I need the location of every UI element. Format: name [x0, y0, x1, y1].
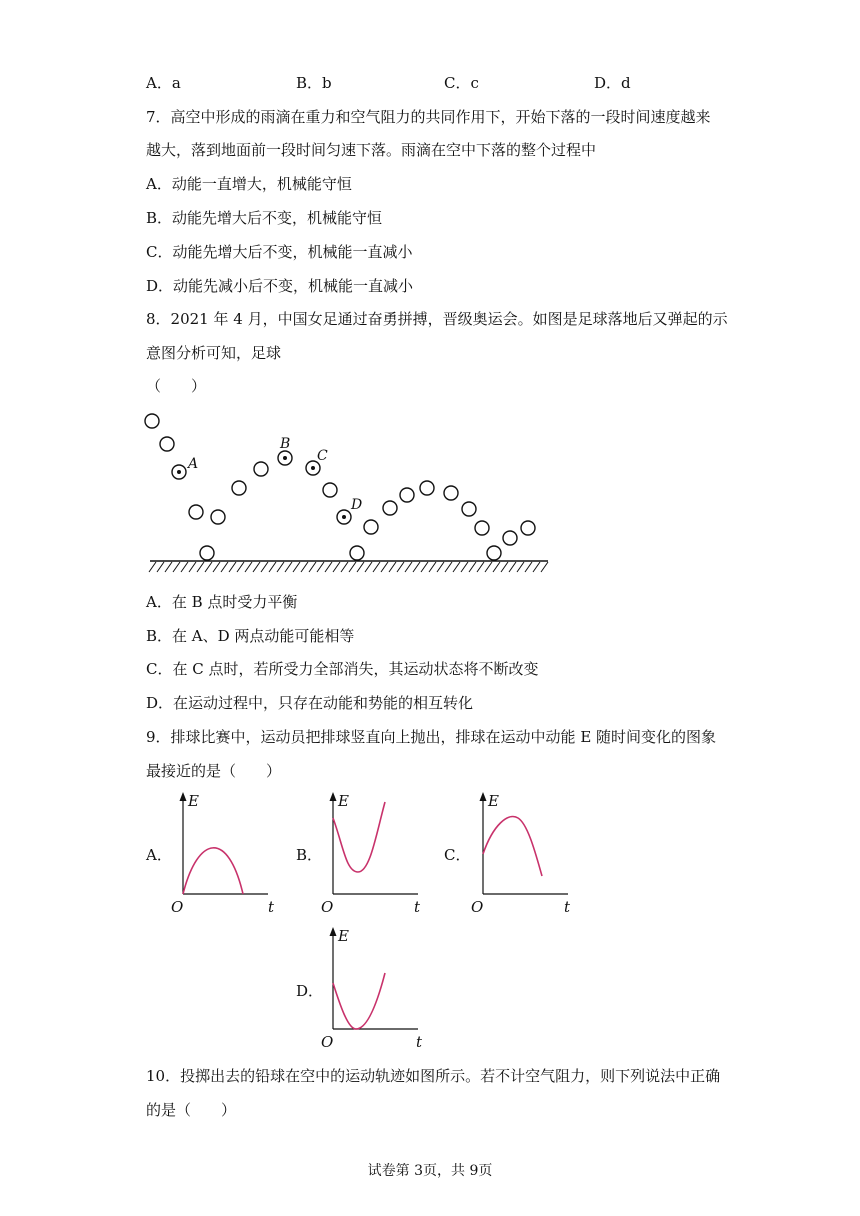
hatch-mark: [373, 562, 380, 572]
page-footer: 试卷第 3页，共 9页: [367, 1163, 493, 1179]
q8-option-d: D．在运动过程中，只存在动能和势能的相互转化: [146, 694, 474, 712]
ball: [145, 414, 159, 428]
q9-graph-b: [318, 790, 433, 915]
hatch-mark: [405, 562, 412, 572]
axis-label-t: t: [416, 1033, 423, 1050]
point-label-b: B: [280, 436, 291, 452]
hatch-mark: [365, 562, 372, 572]
hatch-mark: [533, 562, 540, 572]
hatch-mark: [261, 562, 268, 572]
axis-label-t: t: [268, 898, 275, 915]
ball: [254, 462, 268, 476]
hatch-mark: [469, 562, 476, 572]
q9-option-d-label: D．: [296, 982, 324, 1000]
hatch-mark: [213, 562, 220, 572]
hatch-mark: [181, 562, 188, 572]
point-label-a: A: [188, 456, 199, 472]
ball: [232, 481, 246, 495]
ball: [475, 521, 489, 535]
q8-stem-line2: 意图分析可知，足球: [146, 344, 282, 362]
hatch-mark: [277, 562, 284, 572]
ground-hatching: [149, 562, 548, 572]
hatch-mark: [165, 562, 172, 572]
ball: [364, 520, 378, 534]
q7-option-a: A．动能一直增大，机械能守恒: [146, 175, 352, 193]
hatch-mark: [477, 562, 484, 572]
axis-label-e: E: [338, 927, 349, 945]
hatch-mark: [149, 562, 156, 572]
hatch-mark: [205, 562, 212, 572]
q7-option-b: B．动能先增大后不变，机械能守恒: [146, 209, 383, 227]
energy-curve: [333, 802, 385, 872]
y-axis-arrow: [330, 792, 337, 801]
energy-curve: [183, 848, 243, 894]
hatch-mark: [541, 562, 548, 572]
axis-label-t: t: [414, 898, 421, 915]
origin-label: O: [321, 1033, 334, 1050]
hatch-mark: [381, 562, 388, 572]
ball: [462, 502, 476, 516]
origin-label: O: [471, 898, 484, 915]
ball: [503, 531, 517, 545]
hatch-mark: [509, 562, 516, 572]
point-label-d: D: [351, 497, 363, 513]
energy-curve: [483, 817, 542, 876]
q7-stem-line1: 7．高空中形成的雨滴在重力和空气阻力的共同作用下，开始下落的一段时间速度越来: [146, 108, 711, 126]
ball: [200, 546, 214, 560]
hatch-mark: [461, 562, 468, 572]
point-label-c: C: [317, 448, 328, 464]
hatch-mark: [317, 562, 324, 572]
hatch-mark: [197, 562, 204, 572]
origin-label: O: [321, 898, 334, 915]
q8-option-a: A．在 B 点时受力平衡: [146, 593, 298, 611]
q8-option-c: C．在 C 点时，若所受力全部消失，其运动状态将不断改变: [146, 660, 539, 678]
hatch-mark: [293, 562, 300, 572]
hatch-mark: [301, 562, 308, 572]
hatch-mark: [357, 562, 364, 572]
hatch-mark: [309, 562, 316, 572]
ball: [323, 483, 337, 497]
hatch-mark: [437, 562, 444, 572]
q9-option-a-label: A．: [146, 846, 172, 864]
hatch-mark: [501, 562, 508, 572]
axis-label-e: E: [188, 792, 199, 810]
q6-option-d: D．d: [594, 74, 631, 92]
hatch-mark: [429, 562, 436, 572]
hatch-mark: [333, 562, 340, 572]
q8-answer-paren: （ ）: [146, 377, 207, 395]
hatch-mark: [349, 562, 356, 572]
hatch-mark: [485, 562, 492, 572]
hatch-mark: [389, 562, 396, 572]
hatch-mark: [525, 562, 532, 572]
q6-option-c: C．c: [444, 74, 479, 92]
hatch-mark: [341, 562, 348, 572]
ball: [383, 501, 397, 515]
ball: [189, 505, 203, 519]
y-axis-arrow: [330, 927, 337, 936]
hatch-mark: [157, 562, 164, 572]
hatch-mark: [285, 562, 292, 572]
q7-stem-line2: 越大，落到地面前一段时间匀速下落。雨滴在空中下落的整个过程中: [146, 141, 597, 159]
ball: [487, 546, 501, 560]
hatch-mark: [221, 562, 228, 572]
y-axis-arrow: [180, 792, 187, 801]
q10-stem-line1: 10．投掷出去的铅球在空中的运动轨迹如图所示。若不计空气阻力，则下列说法中正确: [146, 1067, 721, 1085]
hatch-mark: [325, 562, 332, 572]
q10-stem-line2: 的是（ ）: [146, 1101, 237, 1119]
hatch-mark: [397, 562, 404, 572]
q8-bounce-figure: [140, 405, 560, 577]
hatch-mark: [229, 562, 236, 572]
axis-label-e: E: [488, 792, 499, 810]
q9-stem-line1: 9．排球比赛中，运动员把排球竖直向上抛出，排球在运动中动能 E 随时间变化的图象: [146, 728, 717, 746]
q6-option-a: A．a: [146, 74, 181, 92]
hatch-mark: [245, 562, 252, 572]
hatch-mark: [269, 562, 276, 572]
hatch-mark: [445, 562, 452, 572]
hatch-mark: [189, 562, 196, 572]
ball: [350, 546, 364, 560]
hatch-mark: [493, 562, 500, 572]
q9-graph-c: [468, 790, 583, 915]
hatch-mark: [517, 562, 524, 572]
axis-label-e: E: [338, 792, 349, 810]
origin-label: O: [171, 898, 184, 915]
q8-stem-line1: 8．2021 年 4 月，中国女足通过奋勇拼搏，晋级奥运会。如图是足球落地后又弹起的示: [146, 310, 728, 328]
q9-option-c-label: C．: [444, 846, 471, 864]
ball: [521, 521, 535, 535]
ball: [400, 488, 414, 502]
hatch-mark: [253, 562, 260, 572]
ball: [211, 510, 225, 524]
q7-option-d: D．动能先减小后不变，机械能一直减小: [146, 277, 414, 295]
q8-option-b: B．在 A、D 两点动能可能相等: [146, 627, 355, 645]
q9-graph-d: [318, 925, 433, 1050]
hatch-mark: [421, 562, 428, 572]
axis-label-t: t: [564, 898, 571, 915]
ball: [160, 437, 174, 451]
hatch-mark: [413, 562, 420, 572]
q9-option-b-label: B．: [296, 846, 323, 864]
hatch-mark: [237, 562, 244, 572]
q9-graph-a: [168, 790, 283, 915]
q6-option-b: B．b: [296, 74, 332, 92]
y-axis-arrow: [480, 792, 487, 801]
ball: [444, 486, 458, 500]
q7-option-c: C．动能先增大后不变，机械能一直减小: [146, 243, 413, 261]
energy-curve: [333, 973, 385, 1029]
ball: [420, 481, 434, 495]
q9-stem-line2: 最接近的是（ ）: [146, 762, 282, 780]
hatch-mark: [453, 562, 460, 572]
hatch-mark: [173, 562, 180, 572]
